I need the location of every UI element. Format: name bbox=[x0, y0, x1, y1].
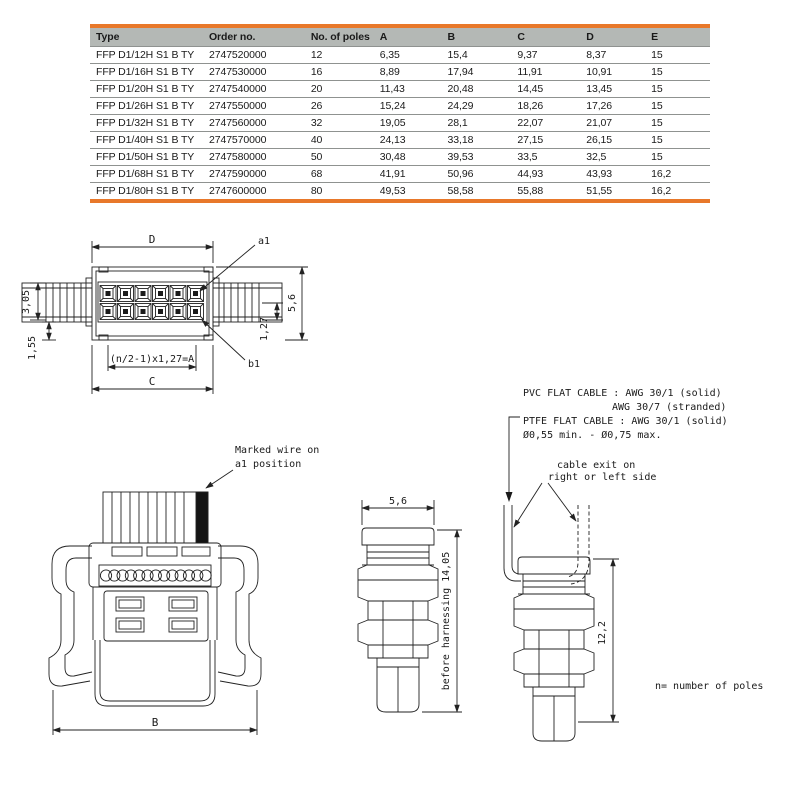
table-cell: 9,37 bbox=[511, 47, 580, 64]
table-cell: 10,91 bbox=[580, 64, 645, 81]
table-cell: 32 bbox=[305, 115, 374, 132]
table-cell: 11,91 bbox=[511, 64, 580, 81]
table-cell: 15 bbox=[645, 149, 710, 166]
table-cell: 6,35 bbox=[374, 47, 442, 64]
table-cell: FFP D1/50H S1 B TY bbox=[90, 149, 203, 166]
table-cell: 24,29 bbox=[442, 98, 512, 115]
dim-d-label: D bbox=[148, 233, 156, 246]
table-cell: 33,5 bbox=[511, 149, 580, 166]
front-view-drawing bbox=[49, 445, 319, 735]
table-row bbox=[90, 149, 710, 166]
table-cell: FFP D1/68H S1 B TY bbox=[90, 166, 203, 183]
table-cell: 58,58 bbox=[442, 183, 512, 202]
spec-table-header bbox=[90, 26, 710, 47]
cable-exit-note-line1: cable exit on bbox=[557, 460, 636, 471]
table-cell: 2747550000 bbox=[203, 98, 305, 115]
table-cell: FFP D1/40H S1 B TY bbox=[90, 132, 203, 149]
side-view-drawing bbox=[358, 496, 462, 712]
latch-arms bbox=[49, 546, 261, 686]
table-cell: 2747520000 bbox=[203, 47, 305, 64]
table-cell: 2747600000 bbox=[203, 183, 305, 202]
table-cell: 2747590000 bbox=[203, 166, 305, 183]
callout-b1 bbox=[202, 320, 260, 370]
dim-1-27-label: 1,27 bbox=[259, 316, 270, 342]
col-header-d: D bbox=[580, 26, 645, 47]
cable-spec-line2: AWG 30/7 (stranded) bbox=[612, 402, 727, 413]
table-row bbox=[90, 64, 710, 81]
cable-exit-note bbox=[514, 460, 656, 527]
col-header-type: Type bbox=[90, 26, 203, 47]
table-cell: 8,89 bbox=[374, 64, 442, 81]
table-cell: FFP D1/26H S1 B TY bbox=[90, 98, 203, 115]
table-cell: 27,15 bbox=[511, 132, 580, 149]
table-cell: 20,48 bbox=[442, 81, 512, 98]
dimension-c bbox=[92, 345, 213, 394]
table-cell: 30,48 bbox=[374, 149, 442, 166]
dim-formula-label: (n/2-1)x1,27=A bbox=[109, 354, 195, 365]
wire-seals bbox=[100, 570, 211, 581]
table-cell: FFP D1/32H S1 B TY bbox=[90, 115, 203, 132]
marked-wire-note bbox=[206, 445, 319, 488]
cable-exit-note-line2: right or left side bbox=[548, 472, 657, 483]
technical-drawings bbox=[0, 200, 800, 800]
table-cell: 40 bbox=[305, 132, 374, 149]
table-cell: 26,15 bbox=[580, 132, 645, 149]
table-cell: FFP D1/20H S1 B TY bbox=[90, 81, 203, 98]
table-row bbox=[90, 183, 710, 202]
cable-exit-right-dashed bbox=[567, 505, 589, 584]
table-cell: 26 bbox=[305, 98, 374, 115]
dimension-3-05 bbox=[21, 283, 46, 320]
table-cell: 2747560000 bbox=[203, 115, 305, 132]
table-cell: 39,53 bbox=[442, 149, 512, 166]
table-row bbox=[90, 132, 710, 149]
table-cell: 16 bbox=[305, 64, 374, 81]
dim-b-label: B bbox=[151, 716, 159, 729]
table-cell: FFP D1/12H S1 B TY bbox=[90, 47, 203, 64]
callout-b1-label: b1 bbox=[248, 359, 261, 370]
table-cell: 50,96 bbox=[442, 166, 512, 183]
dimension-b bbox=[53, 690, 257, 735]
col-header-c: C bbox=[511, 26, 580, 47]
marked-wire-note-line1: Marked wire on bbox=[235, 445, 320, 456]
table-cell: 13,45 bbox=[580, 81, 645, 98]
col-header-e: E bbox=[645, 26, 710, 47]
dimension-1-55 bbox=[27, 322, 56, 360]
table-cell: 22,07 bbox=[511, 115, 580, 132]
table-cell: 2747570000 bbox=[203, 132, 305, 149]
dim-12-2-label: 12,2 bbox=[597, 620, 608, 646]
table-cell: 68 bbox=[305, 166, 374, 183]
poles-footnote: n= number of poles bbox=[655, 681, 764, 692]
contact-grid bbox=[100, 286, 204, 320]
table-cell: 44,93 bbox=[511, 166, 580, 183]
table-cell: 16,2 bbox=[645, 183, 710, 202]
cable-exit-view-drawing bbox=[504, 417, 656, 741]
table-cell: 15 bbox=[645, 81, 710, 98]
table-cell: 24,13 bbox=[374, 132, 442, 149]
dimension-before-harnessing bbox=[422, 530, 462, 712]
col-header-order: Order no. bbox=[203, 26, 305, 47]
table-cell: 28,1 bbox=[442, 115, 512, 132]
table-cell: 2747530000 bbox=[203, 64, 305, 81]
table-cell: 15 bbox=[645, 115, 710, 132]
cable-spec-line3: PTFE FLAT CABLE : AWG 30/1 (solid) bbox=[523, 416, 728, 427]
col-header-a: A bbox=[374, 26, 442, 47]
table-cell: 11,43 bbox=[374, 81, 442, 98]
table-row bbox=[90, 166, 710, 183]
table-row bbox=[90, 115, 710, 132]
callout-a1-label: a1 bbox=[258, 236, 271, 247]
dim-1-55-label: 1,55 bbox=[27, 335, 38, 361]
dimension-formula bbox=[108, 345, 196, 371]
table-cell: 15 bbox=[645, 132, 710, 149]
table-cell: 33,18 bbox=[442, 132, 512, 149]
table-cell: 51,55 bbox=[580, 183, 645, 202]
table-cell: 50 bbox=[305, 149, 374, 166]
table-cell: 32,5 bbox=[580, 149, 645, 166]
col-header-poles: No. of poles bbox=[305, 26, 374, 47]
table-cell: 19,05 bbox=[374, 115, 442, 132]
table-cell: 15 bbox=[645, 47, 710, 64]
table-cell: 15 bbox=[645, 98, 710, 115]
table-row bbox=[90, 47, 710, 64]
table-cell: 43,93 bbox=[580, 166, 645, 183]
flat-cable-right bbox=[213, 283, 282, 322]
cable-spec-block bbox=[523, 388, 728, 441]
table-cell: 8,37 bbox=[580, 47, 645, 64]
table-cell: 49,53 bbox=[374, 183, 442, 202]
table-cell: FFP D1/16H S1 B TY bbox=[90, 64, 203, 81]
dim-5-6-label: 5,6 bbox=[287, 293, 298, 313]
dimension-5-6-side bbox=[362, 496, 434, 525]
col-header-b: B bbox=[442, 26, 512, 47]
cable-spec-line4: Ø0,55 min. - Ø0,75 max. bbox=[523, 430, 662, 441]
table-row bbox=[90, 98, 710, 115]
table-cell: 2747580000 bbox=[203, 149, 305, 166]
table-cell: 14,45 bbox=[511, 81, 580, 98]
table-cell: 12 bbox=[305, 47, 374, 64]
flat-cable-left bbox=[22, 283, 92, 322]
table-cell: 20 bbox=[305, 81, 374, 98]
table-cell: 16,2 bbox=[645, 166, 710, 183]
table-cell: 41,91 bbox=[374, 166, 442, 183]
table-cell: 2747540000 bbox=[203, 81, 305, 98]
table-cell: 15 bbox=[645, 64, 710, 81]
dim-5-6-side-label: 5,6 bbox=[388, 496, 408, 507]
table-row bbox=[90, 81, 710, 98]
table-cell: 55,88 bbox=[511, 183, 580, 202]
table-cell: 21,07 bbox=[580, 115, 645, 132]
dim-harness-label: before harnessing 14,05 bbox=[441, 551, 452, 691]
table-cell: 15,24 bbox=[374, 98, 442, 115]
table-cell: 15,4 bbox=[442, 47, 512, 64]
ribbon-cable bbox=[103, 492, 208, 543]
table-cell: 17,94 bbox=[442, 64, 512, 81]
cable-spec-leader bbox=[506, 417, 521, 502]
table-cell: 17,26 bbox=[580, 98, 645, 115]
dim-3-05-label: 3,05 bbox=[21, 289, 32, 315]
front-view-housing bbox=[89, 543, 221, 706]
table-cell: FFP D1/80H S1 B TY bbox=[90, 183, 203, 202]
spec-table bbox=[90, 24, 710, 203]
dim-c-label: C bbox=[148, 375, 156, 388]
table-cell: 80 bbox=[305, 183, 374, 202]
dimension-d bbox=[92, 233, 213, 263]
top-view-drawing bbox=[21, 233, 308, 394]
marked-wire bbox=[196, 492, 208, 543]
spec-table-body bbox=[90, 47, 710, 202]
table-cell: 18,26 bbox=[511, 98, 580, 115]
marked-wire-note-line2: a1 position bbox=[235, 459, 302, 470]
cable-spec-line1: PVC FLAT CABLE : AWG 30/1 (solid) bbox=[523, 388, 722, 399]
